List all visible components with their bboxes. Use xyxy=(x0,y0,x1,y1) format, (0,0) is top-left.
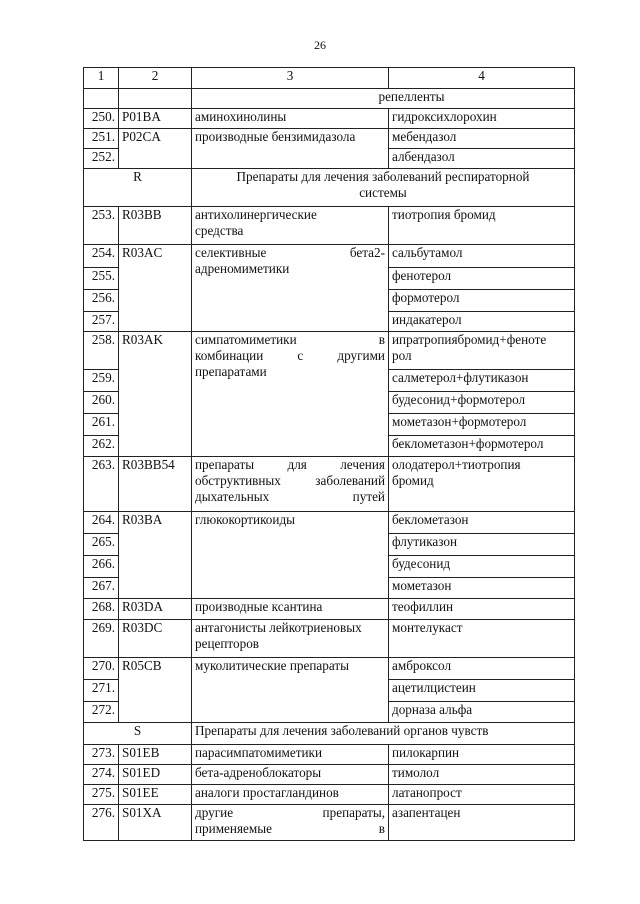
row-number: 256. xyxy=(84,290,119,312)
table-row xyxy=(84,332,575,370)
row-number: 273. xyxy=(84,745,119,765)
section-code: R xyxy=(84,169,192,207)
group-name: муколитические препараты xyxy=(192,658,389,723)
row-number: 271. xyxy=(84,680,119,702)
atc-code: R03DC xyxy=(119,620,192,658)
drug-name: будесонид+формотерол xyxy=(389,392,575,414)
section-title: Препараты для лечения заболеваний органов чувств xyxy=(192,723,575,745)
header-col-3: 3 xyxy=(192,68,389,89)
atc-code: R05CB xyxy=(119,658,192,723)
row-number: 272. xyxy=(84,702,119,723)
row-number: 262. xyxy=(84,436,119,457)
group-name: аналоги простагландинов xyxy=(192,785,389,805)
group-name: антагонисты лейкотриеновых рецепторов xyxy=(192,620,389,658)
row-number: 261. xyxy=(84,414,119,436)
section-row xyxy=(84,89,575,109)
drug-name: флутиказон xyxy=(389,534,575,556)
row-number: 265. xyxy=(84,534,119,556)
group-name: глюкокортикоиды xyxy=(192,512,389,599)
group-name: препараты для лечения обструктивных заболеваний дыхательных путей xyxy=(192,457,389,512)
row-number: 258. xyxy=(84,332,119,370)
drug-name: мометазон xyxy=(389,578,575,599)
row-number: 251. xyxy=(84,129,119,149)
drug-name: азапентацен xyxy=(389,805,575,841)
drug-name: индакатерол xyxy=(389,312,575,332)
section-code: S xyxy=(84,723,192,745)
table-row xyxy=(84,245,575,268)
atc-code: R03BB xyxy=(119,207,192,245)
group-name: производные бензимидазола xyxy=(192,129,389,169)
row-number: 252. xyxy=(84,149,119,169)
atc-code: S01XA xyxy=(119,805,192,841)
atc-code: R03DA xyxy=(119,599,192,620)
atc-code: S01EB xyxy=(119,745,192,765)
drug-name: дорназа альфа xyxy=(389,702,575,723)
group-name: парасимпатомиметики xyxy=(192,745,389,765)
drug-name: сальбутамол xyxy=(389,245,575,268)
row-number: 263. xyxy=(84,457,119,512)
table-row xyxy=(84,805,575,841)
row-number: 270. xyxy=(84,658,119,680)
drug-name: беклометазон xyxy=(389,512,575,534)
section-row xyxy=(84,723,575,745)
row-number: 259. xyxy=(84,370,119,392)
table-row xyxy=(84,745,575,765)
atc-code: P02CA xyxy=(119,129,192,169)
drug-name: тиотропия бромид xyxy=(389,207,575,245)
drug-name: ипратропиябромид+феноте рол xyxy=(389,332,575,370)
row-number: 274. xyxy=(84,765,119,785)
row-number: 254. xyxy=(84,245,119,268)
row-number: 268. xyxy=(84,599,119,620)
drug-name: будесонид xyxy=(389,556,575,578)
row-number: 257. xyxy=(84,312,119,332)
drug-name: гидроксихлорохин xyxy=(389,109,575,129)
row-number: 276. xyxy=(84,805,119,841)
drug-name: ацетилцистеин xyxy=(389,680,575,702)
drug-name: теофиллин xyxy=(389,599,575,620)
section-title: Препараты для лечения заболеваний респираторной системы xyxy=(192,169,575,207)
drug-name: латанопрост xyxy=(389,785,575,805)
table-row xyxy=(84,765,575,785)
group-name: другие препараты, применяемые в xyxy=(192,805,389,841)
atc-code: R03BB54 xyxy=(119,457,192,512)
header-col-2: 2 xyxy=(119,68,192,89)
row-number: 267. xyxy=(84,578,119,599)
table-row xyxy=(84,620,575,658)
atc-code: R03AK xyxy=(119,332,192,457)
header-col-4: 4 xyxy=(389,68,575,89)
drug-name: пилокарпин xyxy=(389,745,575,765)
drug-name: формотерол xyxy=(389,290,575,312)
row-number: 269. xyxy=(84,620,119,658)
table-row xyxy=(84,512,575,534)
group-name: производные ксантина xyxy=(192,599,389,620)
row-number: 266. xyxy=(84,556,119,578)
row-number: 264. xyxy=(84,512,119,534)
drug-name: олодатерол+тиотропия бромид xyxy=(389,457,575,512)
atc-code: R03AC xyxy=(119,245,192,332)
atc-code: S01EE xyxy=(119,785,192,805)
table-row xyxy=(84,785,575,805)
group-name: бета-адреноблокаторы xyxy=(192,765,389,785)
page-number: 26 xyxy=(314,38,326,52)
row-number: 250. xyxy=(84,109,119,129)
header-col-1: 1 xyxy=(84,68,119,89)
atc-code: P01BA xyxy=(119,109,192,129)
drug-list-table xyxy=(83,67,575,841)
atc-code: R03BA xyxy=(119,512,192,599)
group-name: симпатомиметики в комбинации с другими препаратами xyxy=(192,332,389,457)
drug-name: тимолол xyxy=(389,765,575,785)
drug-name: салметерол+флутиказон xyxy=(389,370,575,392)
row-number: 275. xyxy=(84,785,119,805)
section-row xyxy=(84,169,575,207)
row-number: 260. xyxy=(84,392,119,414)
atc-code: S01ED xyxy=(119,765,192,785)
drug-name: беклометазон+формотерол xyxy=(389,436,575,457)
drug-name: мометазон+формотерол xyxy=(389,414,575,436)
table-row xyxy=(84,658,575,680)
drug-name: мебендазол xyxy=(389,129,575,149)
row-number: 255. xyxy=(84,268,119,290)
group-name: селективные бета2- адреномиметики xyxy=(192,245,389,332)
drug-name: албендазол xyxy=(389,149,575,169)
section-title: репелленты xyxy=(192,89,575,109)
table-row xyxy=(84,207,575,245)
table-row xyxy=(84,109,575,129)
row-number: 253. xyxy=(84,207,119,245)
drug-name: амброксол xyxy=(389,658,575,680)
table-row xyxy=(84,457,575,512)
table-row xyxy=(84,129,575,149)
group-name: антихолинергические средства xyxy=(192,207,389,245)
table-header-row xyxy=(84,68,575,89)
drug-name: фенотерол xyxy=(389,268,575,290)
table-row xyxy=(84,599,575,620)
group-name: аминохинолины xyxy=(192,109,389,129)
drug-name: монтелукаст xyxy=(389,620,575,658)
